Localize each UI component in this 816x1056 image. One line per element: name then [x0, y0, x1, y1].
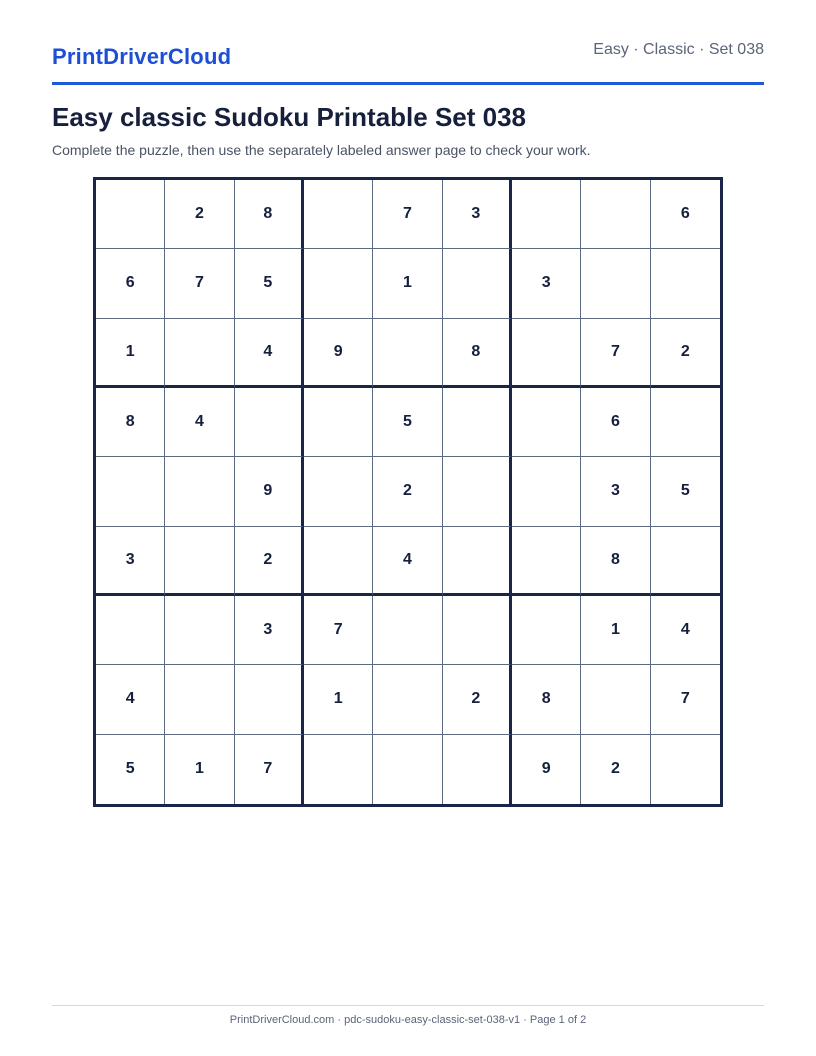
- sudoku-cell[interactable]: [443, 249, 512, 318]
- sudoku-cell[interactable]: 8: [96, 388, 165, 457]
- sudoku-cell[interactable]: [165, 319, 234, 388]
- sudoku-cell[interactable]: [512, 596, 581, 665]
- sudoku-cell[interactable]: 3: [235, 596, 304, 665]
- sudoku-cell[interactable]: [165, 665, 234, 734]
- sudoku-cell[interactable]: 2: [373, 457, 442, 526]
- sudoku-cell[interactable]: 9: [235, 457, 304, 526]
- sudoku-cell[interactable]: 9: [304, 319, 373, 388]
- sudoku-cell[interactable]: 1: [373, 249, 442, 318]
- sudoku-cell[interactable]: [235, 388, 304, 457]
- sudoku-cell[interactable]: [443, 735, 512, 804]
- sudoku-cell[interactable]: [373, 319, 442, 388]
- sudoku-cell[interactable]: 2: [651, 319, 720, 388]
- sudoku-cell[interactable]: 2: [581, 735, 650, 804]
- sudoku-cell[interactable]: 1: [304, 665, 373, 734]
- sudoku-cell[interactable]: [581, 249, 650, 318]
- sudoku-cell[interactable]: 8: [443, 319, 512, 388]
- sudoku-cell[interactable]: 5: [651, 457, 720, 526]
- sudoku-cell[interactable]: [165, 527, 234, 596]
- sudoku-cell[interactable]: [443, 457, 512, 526]
- sudoku-cell[interactable]: [581, 665, 650, 734]
- sudoku-cell[interactable]: 2: [165, 180, 234, 249]
- sudoku-cell[interactable]: [651, 735, 720, 804]
- sudoku-cell[interactable]: 1: [581, 596, 650, 665]
- sudoku-cell[interactable]: [304, 735, 373, 804]
- sudoku-cell[interactable]: 7: [581, 319, 650, 388]
- sudoku-cell[interactable]: 8: [235, 180, 304, 249]
- sudoku-cell[interactable]: [304, 180, 373, 249]
- sudoku-cell[interactable]: [165, 457, 234, 526]
- sudoku-cell[interactable]: 4: [373, 527, 442, 596]
- sudoku-cell[interactable]: 7: [373, 180, 442, 249]
- sudoku-cell[interactable]: 3: [512, 249, 581, 318]
- sudoku-cell[interactable]: [651, 527, 720, 596]
- puzzle-meta: Easy · Classic · Set 038: [593, 41, 764, 58]
- sudoku-cell[interactable]: [512, 457, 581, 526]
- sudoku-cell[interactable]: 8: [512, 665, 581, 734]
- sudoku-cell[interactable]: [304, 527, 373, 596]
- sudoku-cell[interactable]: [304, 249, 373, 318]
- sudoku-cell[interactable]: 3: [443, 180, 512, 249]
- sudoku-cell[interactable]: 5: [373, 388, 442, 457]
- page-subtitle: Complete the puzzle, then use the separately labeled answer page to check your work.: [52, 142, 591, 158]
- sudoku-grid: [93, 177, 723, 807]
- sudoku-cell[interactable]: 7: [165, 249, 234, 318]
- sudoku-cell[interactable]: 4: [235, 319, 304, 388]
- sudoku-cell[interactable]: 7: [235, 735, 304, 804]
- sudoku-cell[interactable]: [373, 596, 442, 665]
- sudoku-cell[interactable]: 4: [96, 665, 165, 734]
- sudoku-cell[interactable]: 3: [96, 527, 165, 596]
- sudoku-cell[interactable]: 4: [165, 388, 234, 457]
- sudoku-cell[interactable]: [512, 527, 581, 596]
- sudoku-cell[interactable]: [304, 388, 373, 457]
- sudoku-cell[interactable]: 1: [96, 319, 165, 388]
- sudoku-cell[interactable]: 6: [581, 388, 650, 457]
- sudoku-cell[interactable]: [443, 388, 512, 457]
- sudoku-cell[interactable]: [512, 180, 581, 249]
- sudoku-cell[interactable]: 5: [235, 249, 304, 318]
- sudoku-cell[interactable]: 6: [651, 180, 720, 249]
- sudoku-cell[interactable]: 6: [96, 249, 165, 318]
- sudoku-cell[interactable]: 4: [651, 596, 720, 665]
- sudoku-cell[interactable]: [443, 596, 512, 665]
- sudoku-cell[interactable]: [235, 665, 304, 734]
- page-footer: PrintDriverCloud.com · pdc-sudoku-easy-classic-set-038-v1 · Page 1 of 2: [229, 1014, 587, 1026]
- sudoku-cell[interactable]: [96, 596, 165, 665]
- sudoku-cell[interactable]: 7: [651, 665, 720, 734]
- sudoku-cell[interactable]: [651, 388, 720, 457]
- sudoku-cell[interactable]: 5: [96, 735, 165, 804]
- sudoku-cell[interactable]: 2: [443, 665, 512, 734]
- footer-rule: [52, 1005, 764, 1006]
- sudoku-cell[interactable]: 3: [581, 457, 650, 526]
- sudoku-cell[interactable]: 7: [304, 596, 373, 665]
- sudoku-cell[interactable]: [304, 457, 373, 526]
- sudoku-cell[interactable]: [443, 527, 512, 596]
- sudoku-cell[interactable]: [165, 596, 234, 665]
- header-rule: [52, 82, 764, 85]
- brand-logo: PrintDriverCloud: [52, 44, 232, 69]
- sudoku-cell[interactable]: [96, 457, 165, 526]
- sudoku-cell[interactable]: 1: [165, 735, 234, 804]
- sudoku-cell[interactable]: [96, 180, 165, 249]
- sudoku-cell[interactable]: 9: [512, 735, 581, 804]
- sudoku-cell[interactable]: [373, 665, 442, 734]
- sudoku-cell[interactable]: [512, 388, 581, 457]
- sudoku-cell[interactable]: [581, 180, 650, 249]
- sudoku-cell[interactable]: [651, 249, 720, 318]
- sudoku-cell[interactable]: 2: [235, 527, 304, 596]
- sudoku-cell[interactable]: [373, 735, 442, 804]
- sudoku-cell[interactable]: 8: [581, 527, 650, 596]
- sudoku-cell[interactable]: [512, 319, 581, 388]
- page-title: Easy classic Sudoku Printable Set 038: [52, 102, 527, 132]
